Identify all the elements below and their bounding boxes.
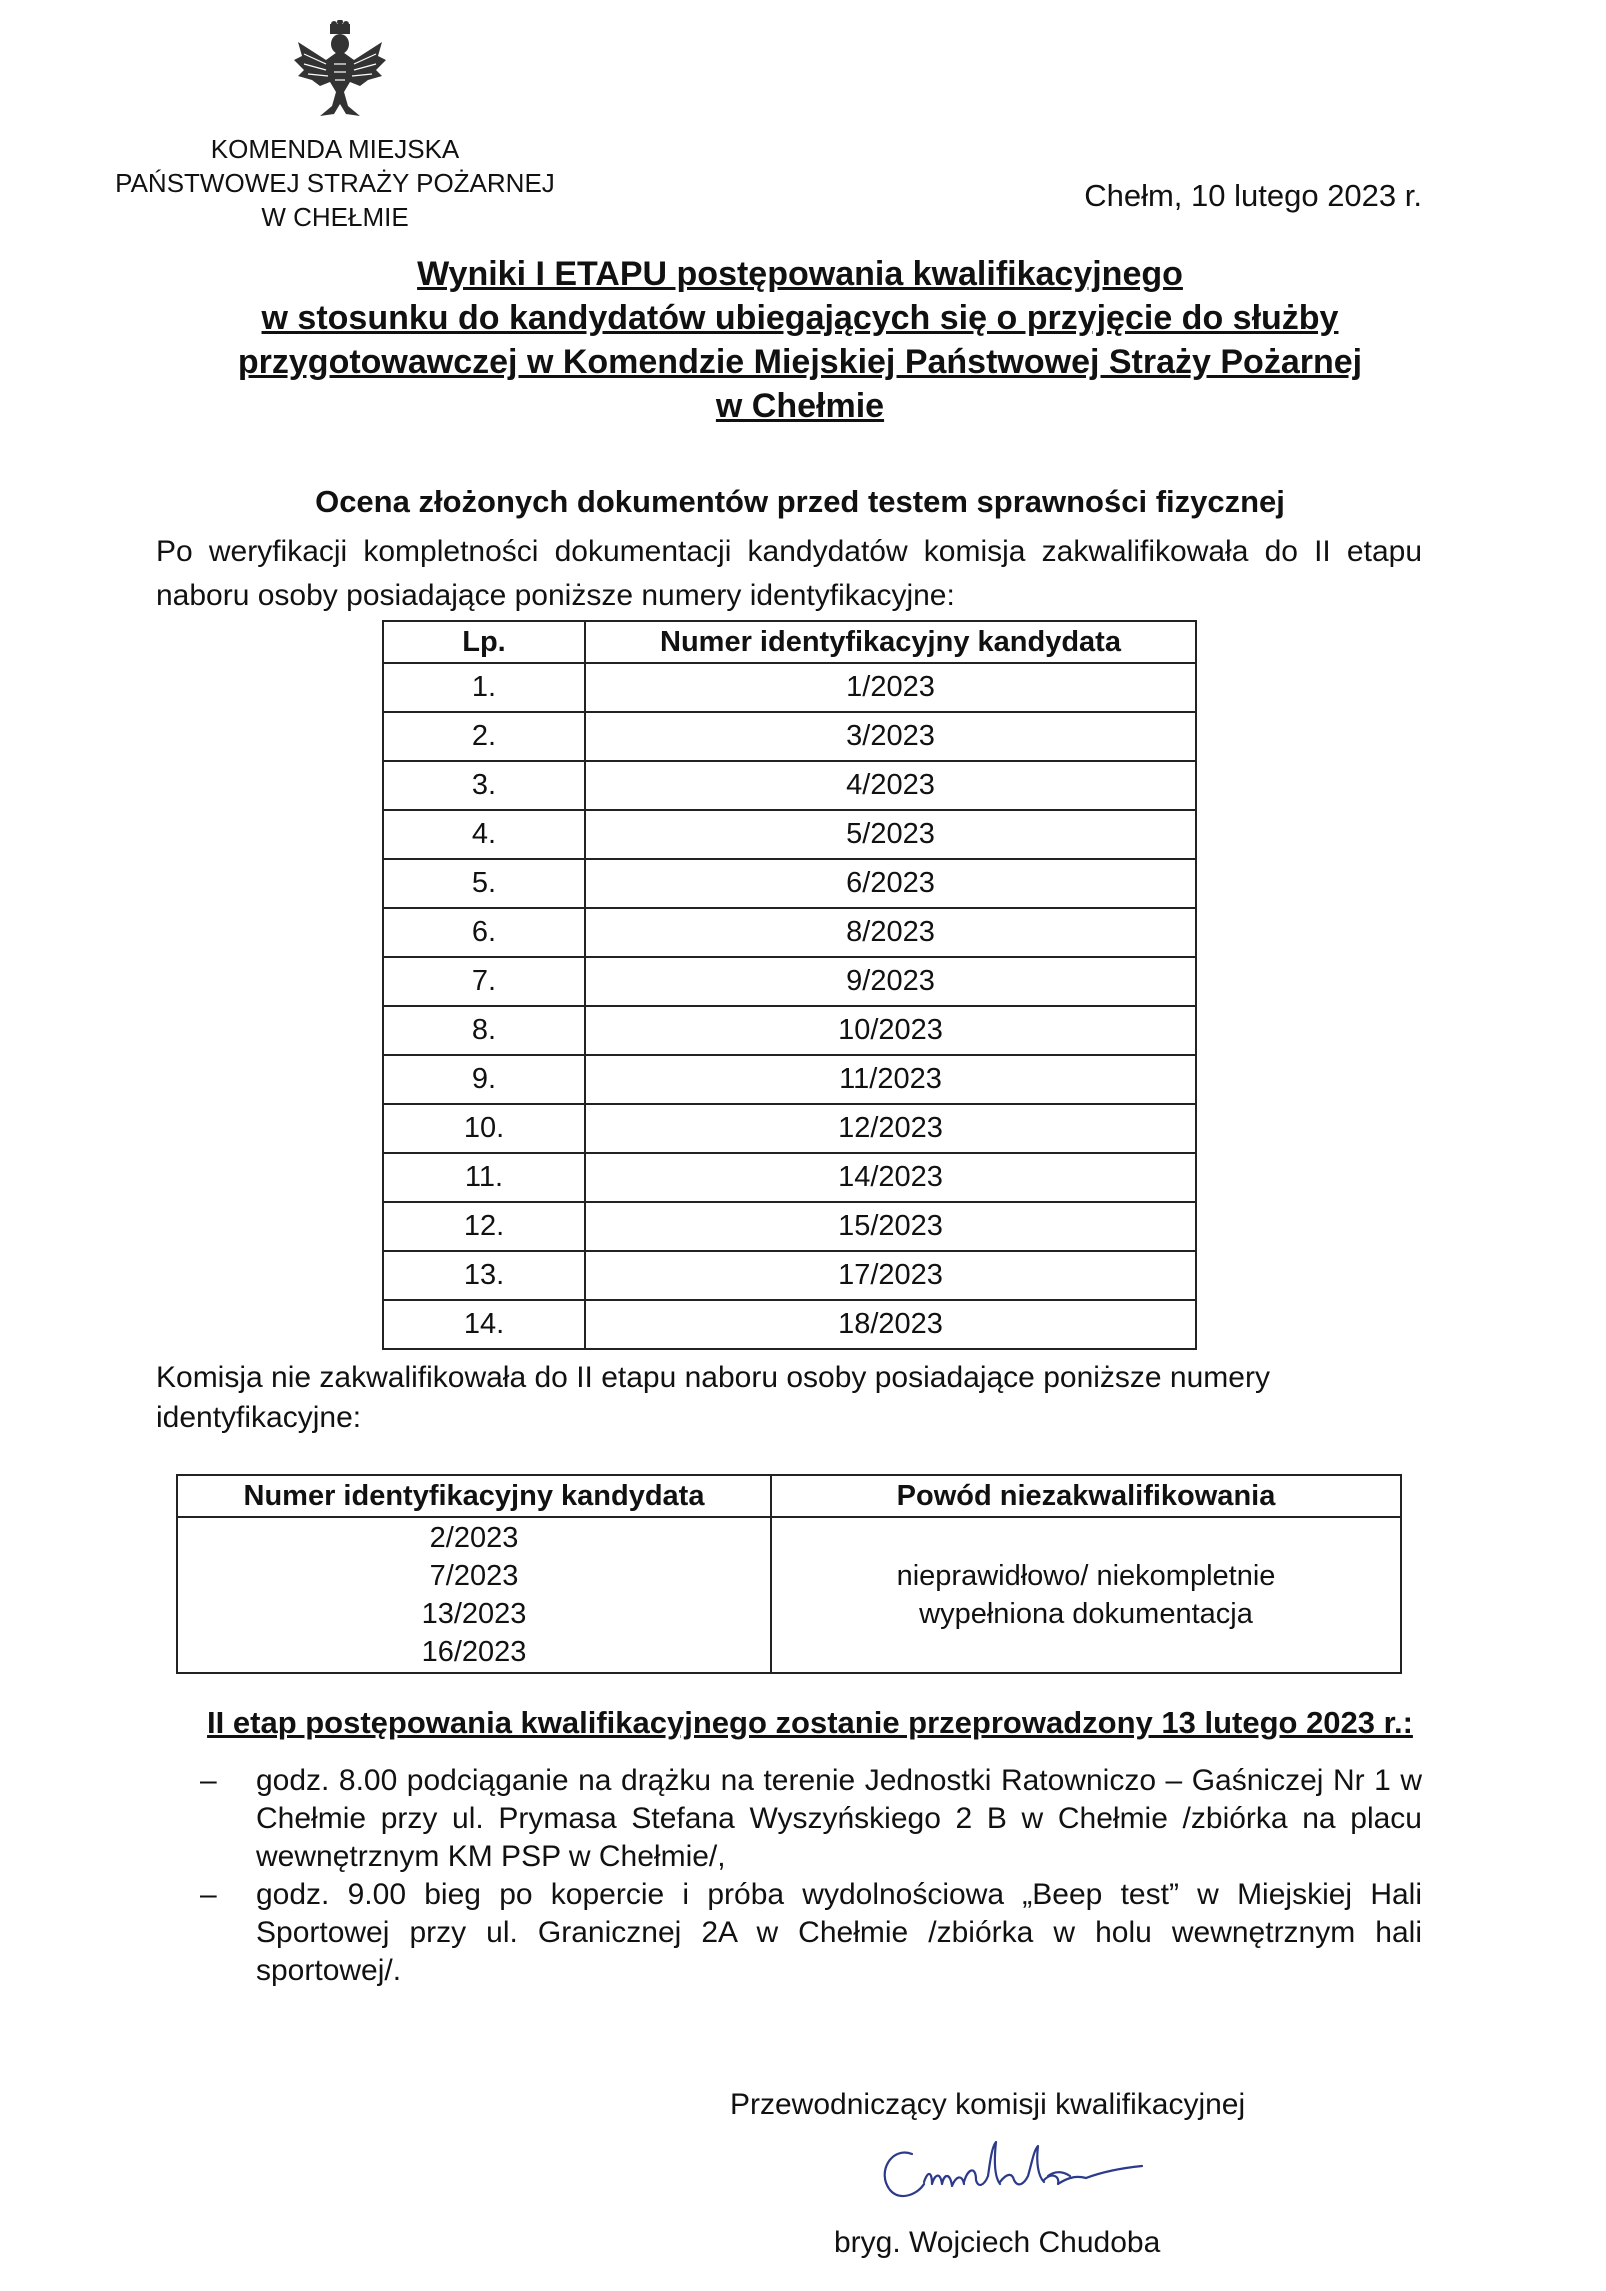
row-number-cell: 11. bbox=[383, 1153, 585, 1202]
column-header-lp: Lp. bbox=[383, 621, 585, 663]
reason-cell bbox=[771, 1517, 1401, 1673]
table-row bbox=[383, 1251, 1196, 1300]
row-number-cell: 14. bbox=[383, 1300, 585, 1349]
table-row bbox=[383, 1055, 1196, 1104]
qualified-candidates-table bbox=[382, 620, 1197, 1350]
candidate-id: 13/2023 bbox=[421, 1598, 527, 1630]
row-number-cell: 12. bbox=[383, 1202, 585, 1251]
candidate-id-cell: 9/2023 bbox=[585, 957, 1196, 1006]
org-line: PAŃSTWOWEJ STRAŻY POŻARNEJ bbox=[115, 168, 555, 198]
table-row bbox=[177, 1517, 1401, 1673]
candidate-id-cell: 3/2023 bbox=[585, 712, 1196, 761]
candidate-id: 2/2023 bbox=[429, 1522, 519, 1554]
row-number-cell: 10. bbox=[383, 1104, 585, 1153]
emblem-eagle-icon bbox=[290, 20, 390, 120]
table-row bbox=[383, 1202, 1196, 1251]
org-line: KOMENDA MIEJSKA bbox=[210, 134, 460, 164]
candidate-id-cell: 10/2023 bbox=[585, 1006, 1196, 1055]
candidate-id-cell: 14/2023 bbox=[585, 1153, 1196, 1202]
candidate-id-cell: 1/2023 bbox=[585, 663, 1196, 712]
not-qualified-table bbox=[176, 1474, 1402, 1674]
dash-bullet: – bbox=[200, 1764, 217, 1797]
table-row bbox=[383, 908, 1196, 957]
column-header-id: Numer identyfikacyjny kandydata bbox=[585, 621, 1196, 663]
title-line: przygotowawczej w Komendzie Miejskiej Państwowej Straży Pożarnej bbox=[237, 343, 1363, 381]
table-header-row bbox=[383, 621, 1196, 663]
table-row bbox=[383, 1104, 1196, 1153]
row-number-cell: 5. bbox=[383, 859, 585, 908]
document-title bbox=[150, 252, 1450, 428]
row-number-cell: 6. bbox=[383, 908, 585, 957]
candidate-ids-cell bbox=[177, 1517, 771, 1673]
section-heading: Ocena złożonych dokumentów przed testem sprawności fizycznej bbox=[315, 484, 1285, 519]
row-number-cell: 8. bbox=[383, 1006, 585, 1055]
row-number-cell: 4. bbox=[383, 810, 585, 859]
candidate-id: 16/2023 bbox=[421, 1636, 527, 1668]
table-row bbox=[383, 957, 1196, 1006]
candidate-id-cell: 6/2023 bbox=[585, 859, 1196, 908]
candidate-id-cell: 5/2023 bbox=[585, 810, 1196, 859]
reason-line: nieprawidłowo/ niekompletnie bbox=[896, 1560, 1276, 1592]
table-row bbox=[383, 859, 1196, 908]
organization-name bbox=[110, 132, 560, 234]
stage2-heading: II etap postępowania kwalifikacyjnego zostanie przeprowadzony 13 lutego 2023 r.: bbox=[207, 1705, 1413, 1740]
schedule-list bbox=[200, 1762, 1422, 1990]
reason-line: wypełniona dokumentacja bbox=[919, 1598, 1253, 1630]
table-row bbox=[383, 663, 1196, 712]
candidate-id-cell: 4/2023 bbox=[585, 761, 1196, 810]
schedule-item-text: godz. 8.00 podciąganie na drążku na terenie Jednostki Ratowniczo – Gaśniczej Nr 1 w Chełmie przy ul. Prymasa Stefana Wyszyńskiego 2 B w Chełmie /zbiórka na placu wewnętrznym KM PSP w Chełmie/, bbox=[256, 1764, 1422, 1873]
table-row bbox=[383, 761, 1196, 810]
list-item bbox=[200, 1876, 1422, 1990]
table-row bbox=[383, 1153, 1196, 1202]
candidate-id-cell: 11/2023 bbox=[585, 1055, 1196, 1104]
row-number-cell: 13. bbox=[383, 1251, 585, 1300]
column-header-reason: Powód niezakwalifikowania bbox=[771, 1475, 1401, 1517]
row-number-cell: 1. bbox=[383, 663, 585, 712]
signer-name: bryg. Wojciech Chudoba bbox=[834, 2226, 1161, 2259]
table-row bbox=[383, 1300, 1196, 1349]
candidate-id: 7/2023 bbox=[429, 1560, 519, 1592]
candidate-id-cell: 18/2023 bbox=[585, 1300, 1196, 1349]
dash-bullet: – bbox=[200, 1878, 217, 1911]
row-number-cell: 7. bbox=[383, 957, 585, 1006]
table-row bbox=[383, 810, 1196, 859]
candidate-id-cell: 8/2023 bbox=[585, 908, 1196, 957]
table-header-row bbox=[177, 1475, 1401, 1517]
handwritten-signature bbox=[872, 2132, 1162, 2212]
title-line: w Chełmie bbox=[715, 387, 885, 425]
place-date: Chełm, 10 lutego 2023 r. bbox=[1084, 178, 1422, 213]
table-row bbox=[383, 1006, 1196, 1055]
intro-paragraph: Po weryfikacji kompletności dokumentacji kandydatów komisja zakwalifikowała do II etapu naboru osoby posiadające poniższe numery identyfikacyjne: bbox=[156, 535, 1422, 612]
row-number-cell: 3. bbox=[383, 761, 585, 810]
not-qualified-paragraph: Komisja nie zakwalifikowała do II etapu naboru osoby posiadające poniższe numery identyfikacyjne: bbox=[156, 1361, 1270, 1434]
candidate-id-cell: 17/2023 bbox=[585, 1251, 1196, 1300]
row-number-cell: 9. bbox=[383, 1055, 585, 1104]
list-item bbox=[200, 1762, 1422, 1876]
candidate-id-cell: 12/2023 bbox=[585, 1104, 1196, 1153]
chairman-title: Przewodniczący komisji kwalifikacyjnej bbox=[730, 2088, 1246, 2121]
title-line: Wyniki I ETAPU postępowania kwalifikacyjnego bbox=[417, 255, 1183, 293]
column-header-id: Numer identyfikacyjny kandydata bbox=[177, 1475, 771, 1517]
schedule-item-text: godz. 9.00 bieg po kopercie i próba wydolnościowa „Beep test” w Miejskiej Hali Sportowej przy ul. Granicznej 2A w Chełmie /zbiórka w holu wewnętrznym hali sportowej/. bbox=[256, 1878, 1422, 1987]
table-row bbox=[383, 712, 1196, 761]
row-number-cell: 2. bbox=[383, 712, 585, 761]
candidate-id-cell: 15/2023 bbox=[585, 1202, 1196, 1251]
title-line: w stosunku do kandydatów ubiegających się o przyjęcie do służby bbox=[261, 299, 1339, 337]
org-line: W CHEŁMIE bbox=[261, 202, 409, 232]
